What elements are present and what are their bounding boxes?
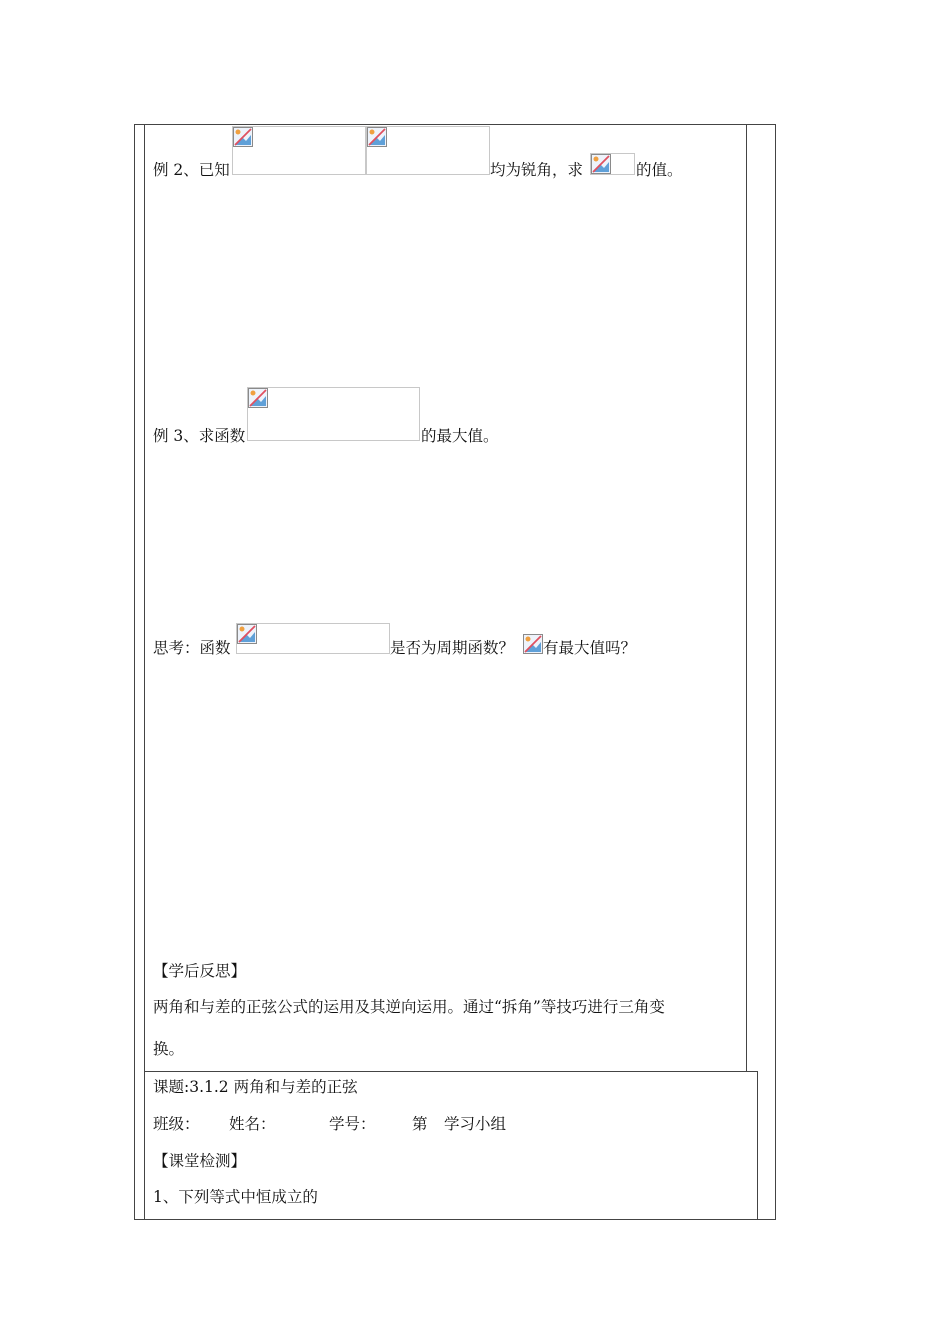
table-left-border bbox=[134, 124, 135, 1220]
table-top-border bbox=[134, 124, 776, 125]
think-suffix: 有最大值吗？ bbox=[543, 639, 637, 657]
reflection-line1: 两角和与差的正弦公式的运用及其逆向运用。通过“拆角”等技巧进行三角变 bbox=[153, 998, 665, 1016]
check-heading: 【课堂检测】 bbox=[153, 1152, 247, 1170]
think-middle: 是否为周期函数？ bbox=[390, 639, 515, 657]
number-label: 学号： bbox=[329, 1115, 376, 1133]
lesson-title: 课题:3.1.2 两角和与差的正弦 bbox=[153, 1078, 358, 1096]
group-suffix: 学习小组 bbox=[444, 1115, 507, 1133]
broken-image-icon bbox=[233, 127, 253, 147]
reflection-line2: 换。 bbox=[153, 1040, 185, 1058]
broken-image-icon bbox=[237, 624, 257, 644]
formula-image-frame bbox=[236, 623, 390, 654]
table-right-border bbox=[775, 124, 776, 1220]
broken-image-icon bbox=[248, 388, 268, 408]
class-label: 班级： bbox=[153, 1115, 200, 1133]
reflection-heading: 【学后反思】 bbox=[153, 962, 247, 980]
table-bottom-border bbox=[134, 1219, 776, 1220]
example3-suffix: 的最大值。 bbox=[421, 427, 499, 445]
formula-image-frame bbox=[247, 387, 420, 441]
broken-image-icon bbox=[591, 154, 611, 174]
broken-image-icon bbox=[367, 127, 387, 147]
example3-prefix: 例 3、求函数 bbox=[153, 427, 246, 445]
check-box-top bbox=[144, 1071, 758, 1072]
think-prefix: 思考：函数 bbox=[153, 639, 231, 657]
group-prefix: 第 bbox=[412, 1115, 428, 1133]
example2-middle: 均为锐角，求 bbox=[490, 161, 584, 179]
example2-prefix: 例 2、已知 bbox=[153, 161, 230, 179]
check-box-right bbox=[757, 1071, 758, 1220]
question-1: 1、下列等式中恒成立的 bbox=[153, 1188, 318, 1206]
example2-suffix: 的值。 bbox=[636, 161, 683, 179]
broken-image-icon bbox=[523, 634, 543, 654]
table-inner-left-border bbox=[144, 124, 145, 1220]
name-label: 姓名： bbox=[229, 1115, 276, 1133]
table-inner-right-border bbox=[746, 124, 747, 1072]
